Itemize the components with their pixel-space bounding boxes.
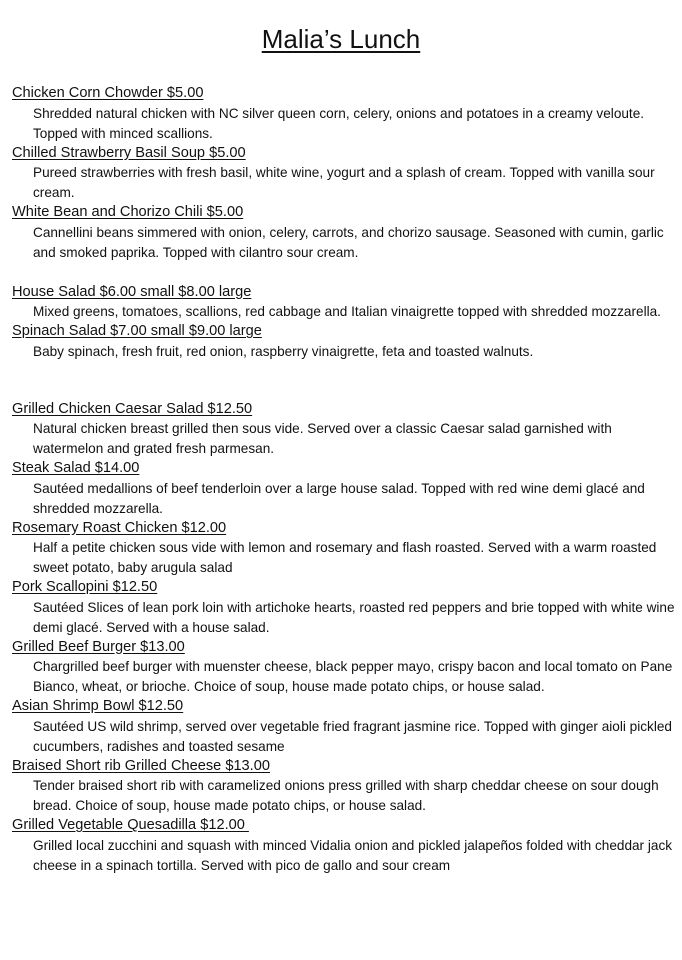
menu-item-description: Pureed strawberries with fresh basil, white wine, yogurt and a splash of cream. Topped with vanilla sour cream. <box>33 165 655 200</box>
menu-item <box>12 283 682 323</box>
menu-item-description: Sautéed Slices of lean pork loin with artichoke hearts, roasted red peppers and brie topped with white wine demi glacé. Served with a house salad. <box>33 599 675 635</box>
menu-item-name: Grilled Vegetable Quesadilla $12.00 <box>12 817 249 833</box>
menu-item-description: Sautéed medallions of beef tenderloin over a large house salad. Topped with red wine demi glacé and shredded mozzarella. <box>33 480 645 516</box>
menu-item-description: Grilled local zucchini and squash with minced Vidalia onion and pickled jalapeños folded with cheddar jack cheese in a spinach tortilla. Served with pico de gallo and sour cream <box>33 837 673 873</box>
menu-list <box>12 84 682 876</box>
menu-item <box>12 816 682 876</box>
page-title: Malia’s Lunch <box>261 24 421 54</box>
menu-item-description: Tender braised short rib with caramelized onions press grilled with sharp cheddar cheese on sour dough bread. Choice of soup, house made potato chips, or house salad. <box>33 778 659 813</box>
menu-item <box>12 519 682 579</box>
menu-item-name: Spinach Salad $7.00 small $9.00 large <box>12 323 262 339</box>
menu-item-name: Rosemary Roast Chicken $12.00 <box>12 519 227 536</box>
menu-item-name: Chilled Strawberry Basil Soup $5.00 <box>12 144 246 161</box>
menu-item-name: Pork Scallopini $12.50 <box>12 579 158 595</box>
menu-item-description: Half a petite chicken sous vide with lemon and rosemary and flash roasted. Served with a warm roasted sweet potato, baby arugula salad <box>33 540 657 575</box>
menu-item <box>12 638 682 698</box>
menu-item <box>12 400 682 460</box>
menu-item-description: Shredded natural chicken with NC silver queen corn, celery, onions and potatoes in a creamy veloute. Topped with minced scallions. <box>33 105 645 141</box>
menu-item-name: Braised Short rib Grilled Cheese $13.00 <box>12 757 270 774</box>
menu-item <box>12 322 682 362</box>
menu-item <box>12 578 682 638</box>
menu-item-name: White Bean and Chorizo Chili $5.00 <box>12 204 244 220</box>
menu-item-description: Sautéed US wild shrimp, served over vegetable fried fragrant jasmine rice. Topped with ginger aioli pickled cucumbers, radishes and toasted sesame <box>33 718 672 754</box>
menu-item <box>12 203 682 263</box>
menu-item-name: House Salad $6.00 small $8.00 large <box>12 283 252 300</box>
menu-item <box>12 757 682 817</box>
menu-item-name: Grilled Chicken Caesar Salad $12.50 <box>12 400 253 417</box>
menu-item-description: Cannellini beans simmered with onion, celery, carrots, and chorizo sausage. Seasoned with cumin, garlic and smoked paprika. Topped with cilantro sour cream. <box>33 224 664 260</box>
menu-item-name: Chicken Corn Chowder $5.00 <box>12 85 204 101</box>
menu-item <box>12 697 682 757</box>
menu-item-description: Natural chicken breast grilled then sous vide. Served over a classic Caesar salad garnished with watermelon and grated fresh parmesan. <box>33 421 612 456</box>
menu-item-description: Chargrilled beef burger with muenster cheese, black pepper mayo, crispy bacon and local tomato on Pane Bianco, wheat, or brioche. Choice of soup, house made potato chips, or house salad. <box>33 659 673 694</box>
section-spacer <box>12 263 682 283</box>
menu-item-description: Baby spinach, fresh fruit, red onion, raspberry vinaigrette, feta and toasted walnuts. <box>33 343 534 359</box>
menu-item <box>12 459 682 519</box>
menu-item-name: Asian Shrimp Bowl $12.50 <box>12 698 184 714</box>
section-spacer <box>12 362 682 400</box>
menu-item-name: Grilled Beef Burger $13.00 <box>12 638 185 655</box>
menu-item-description: Mixed greens, tomatoes, scallions, red cabbage and Italian vinaigrette topped with shredded mozzarella. <box>33 304 661 319</box>
menu-item-name: Steak Salad $14.00 <box>12 460 140 476</box>
menu-item <box>12 84 682 144</box>
menu-item <box>12 144 682 204</box>
